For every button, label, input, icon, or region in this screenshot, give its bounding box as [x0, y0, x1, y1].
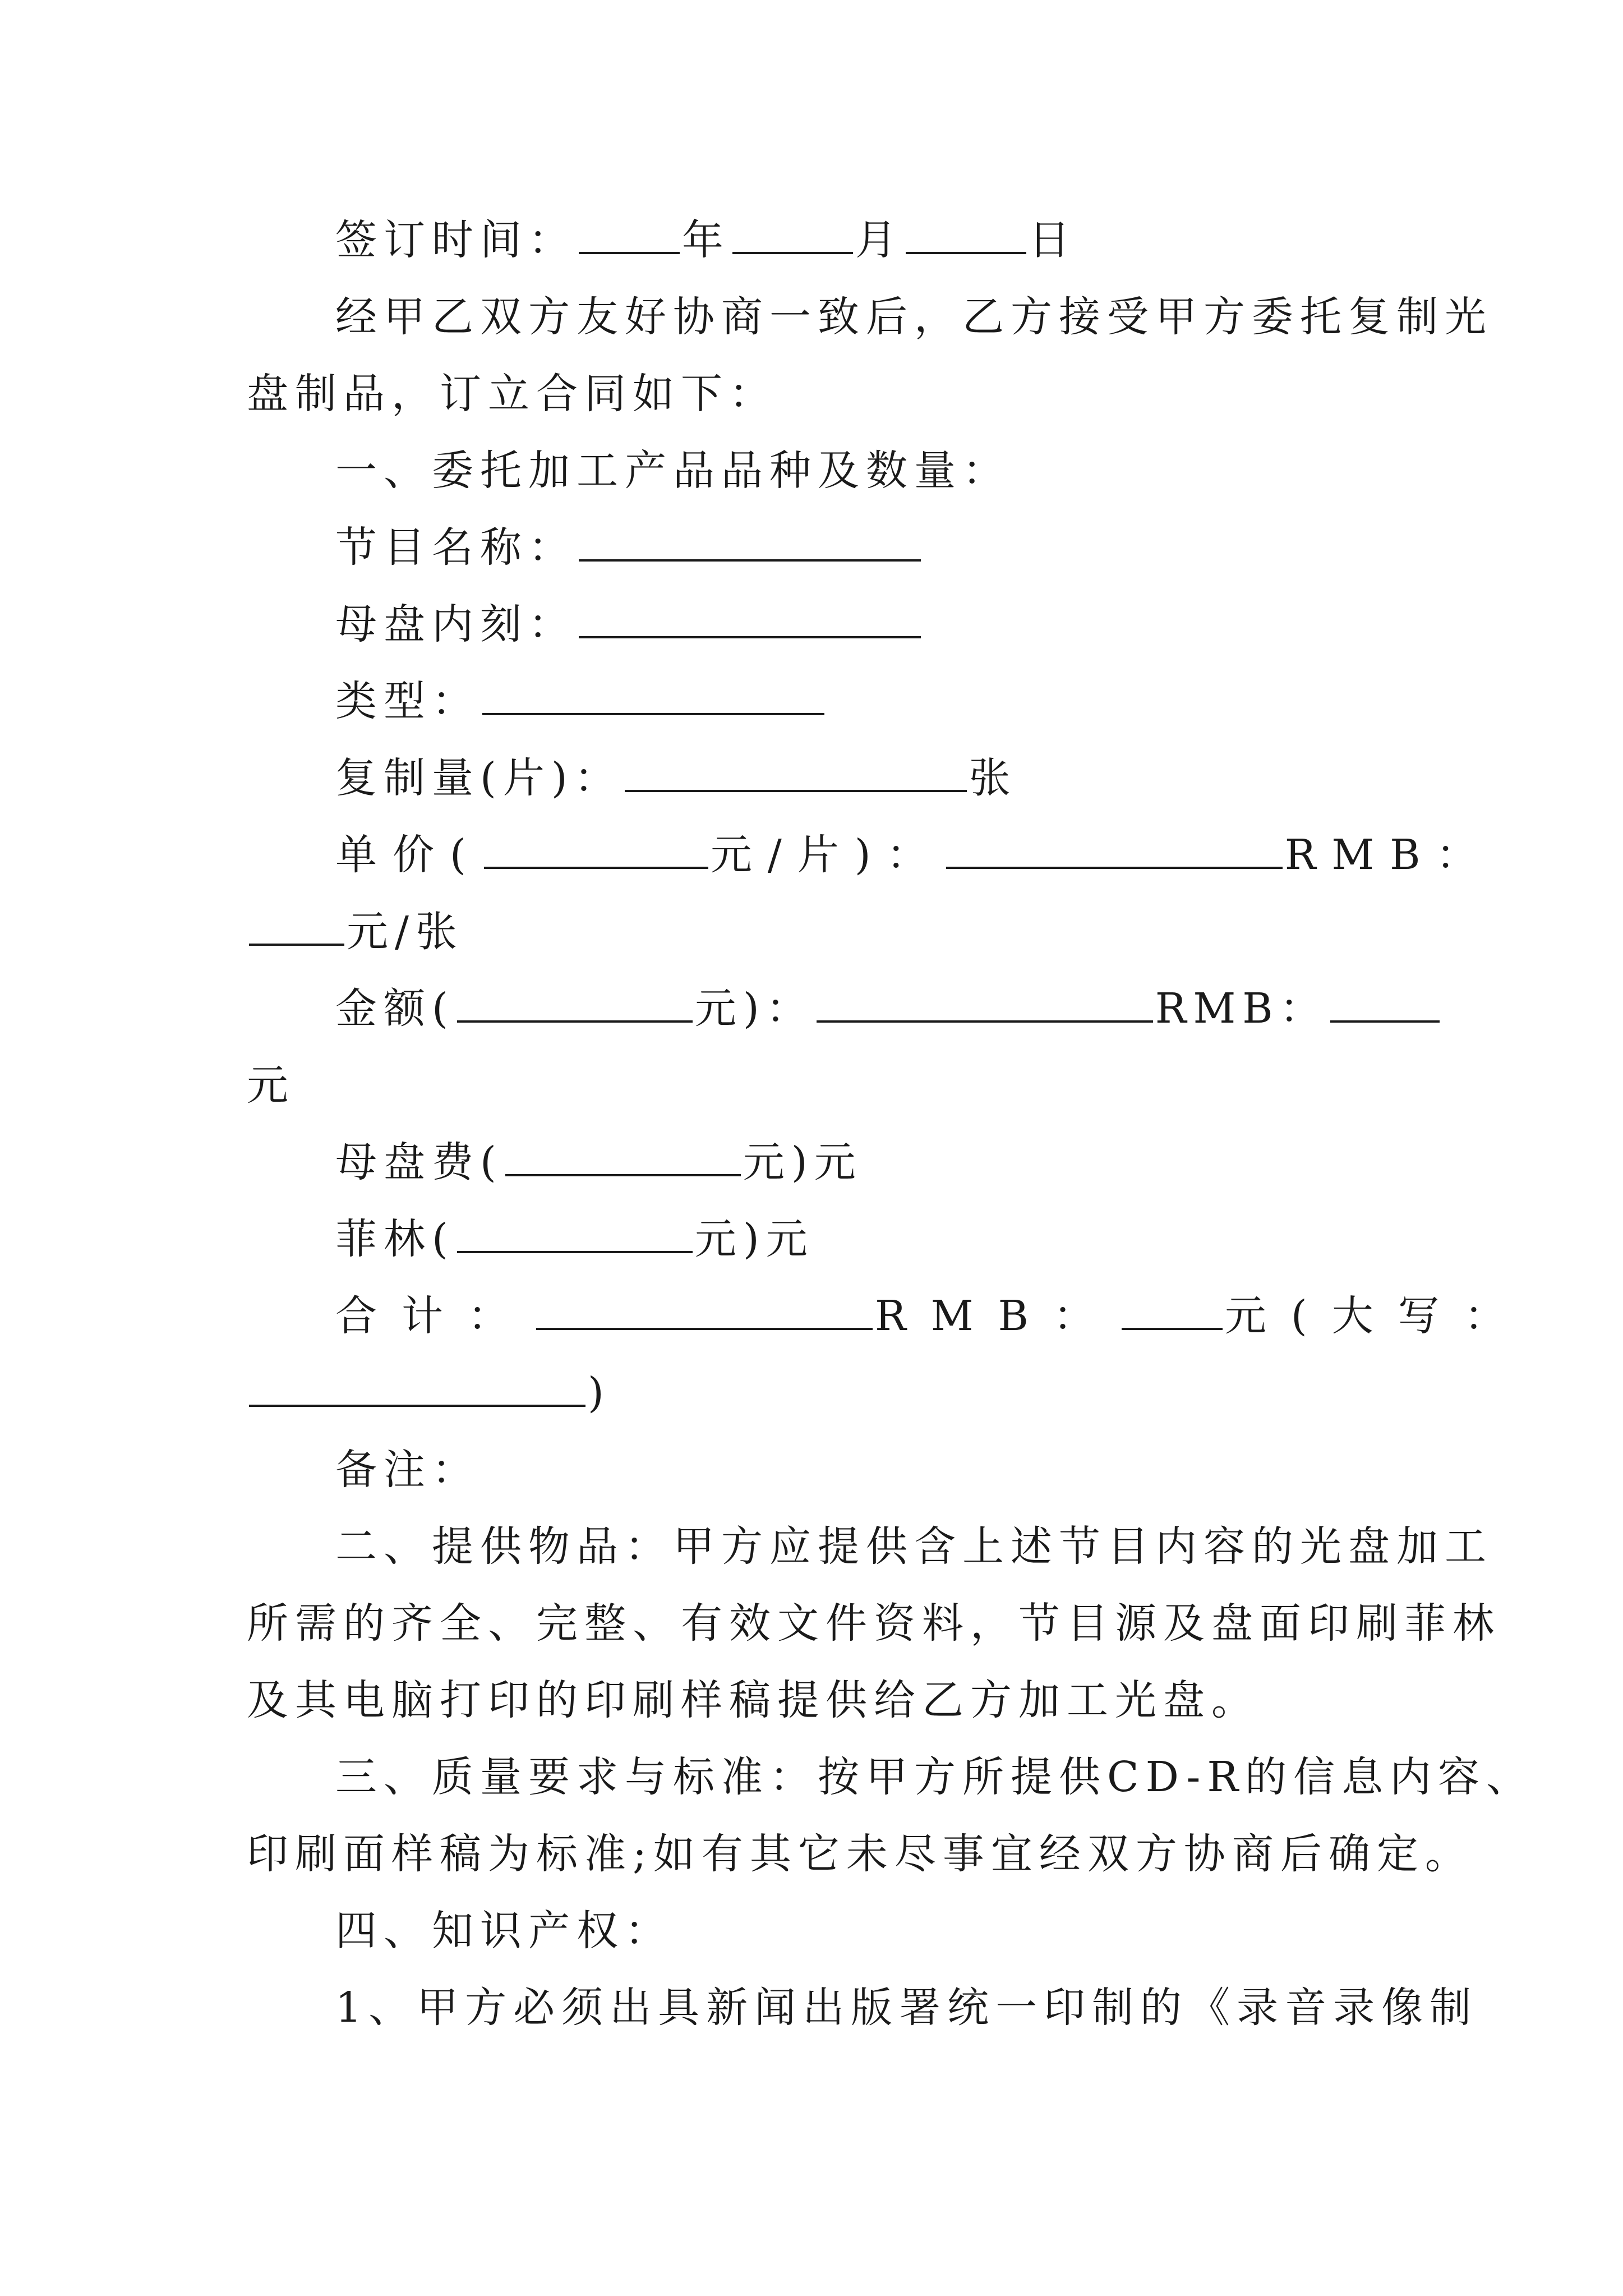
- remark-label: 备注：: [335, 1446, 480, 1494]
- film-unit: 元)元: [694, 1215, 814, 1263]
- day-blank[interactable]: [906, 213, 1026, 254]
- month-label: 月: [855, 216, 903, 264]
- day-label: 日: [1029, 216, 1077, 264]
- unit-price-rmb-blank[interactable]: [946, 827, 1283, 869]
- master-engrave-line: [247, 586, 1374, 663]
- month-blank[interactable]: [732, 213, 853, 254]
- section1-title: 一、委托加工产品品种及数量：: [335, 447, 1011, 495]
- program-name-blank[interactable]: [579, 520, 921, 562]
- film-blank[interactable]: [457, 1212, 693, 1253]
- unit-price-line-2: [247, 894, 1374, 970]
- master-fee-line: [247, 1124, 1374, 1201]
- total-rmb: RMB：: [875, 1292, 1119, 1340]
- contract-body: [247, 202, 1535, 2046]
- unit-price-rmb: RMB：: [1284, 831, 1493, 879]
- section4-item-1: 1、甲方必须出具新闻出版署统一印制的《录音录像制: [335, 1984, 1478, 2032]
- total-rmb-blank[interactable]: [1122, 1289, 1223, 1330]
- year-label: 年: [682, 216, 730, 264]
- section3-line-2: 印刷面样稿为标准;如有其它未尽事宜经双方协商后确定。: [247, 1830, 1473, 1878]
- unit-price-line: [247, 817, 1493, 894]
- total-line-2: [247, 1355, 1374, 1432]
- unit-price-per-blank[interactable]: [249, 904, 344, 946]
- section2-line-2: 所需的齐全、完整、有效文件资料，节目源及盘面印刷菲林: [247, 1599, 1501, 1648]
- total-close: ): [588, 1369, 611, 1417]
- amount-rmb-blank[interactable]: [817, 981, 1153, 1023]
- sign-date-line: [247, 202, 1374, 279]
- amount-rmb: RMB：: [1155, 984, 1328, 1033]
- intro-line-1: 经甲乙双方友好协商一致后，乙方接受甲方委托复制光: [335, 293, 1493, 341]
- amount-line: [247, 970, 1374, 1047]
- copy-qty-blank[interactable]: [625, 751, 967, 792]
- master-fee-label: 母盘费(: [335, 1138, 503, 1186]
- unit-price-blank[interactable]: [484, 827, 708, 869]
- total-unit: 元(大写：: [1224, 1292, 1530, 1340]
- type-label: 类型：: [335, 677, 480, 725]
- unit-price-suffix: 元/张: [347, 908, 464, 956]
- amount-unit: 元)：: [694, 984, 814, 1033]
- unit-price-label: 单价(: [335, 831, 482, 879]
- program-name-line: [247, 509, 1374, 586]
- unit-price-unit: 元/片)：: [710, 831, 944, 879]
- section2-line-3: 及其电脑打印的印刷样稿提供给乙方加工光盘。: [247, 1676, 1260, 1724]
- total-label: 合计：: [335, 1292, 534, 1340]
- master-engrave-blank[interactable]: [579, 597, 921, 638]
- intro-line-2: 盘制品，订立合同如下：: [247, 370, 777, 418]
- amount-label: 金额(: [335, 984, 455, 1033]
- amount-suffix: 元: [247, 1061, 295, 1110]
- film-label: 菲林(: [335, 1215, 455, 1263]
- copy-qty-line: [247, 740, 1374, 817]
- total-capital-blank[interactable]: [249, 1365, 585, 1407]
- copy-qty-unit: 张: [969, 754, 1017, 802]
- section2-line-1: 二、提供物品：甲方应提供含上述节目内容的光盘加工: [335, 1522, 1493, 1571]
- amount-blank[interactable]: [457, 981, 693, 1023]
- program-name-label: 节目名称：: [335, 523, 577, 572]
- film-line: [247, 1201, 1374, 1278]
- total-blank[interactable]: [536, 1289, 873, 1330]
- amount-rmb-value-blank[interactable]: [1330, 981, 1440, 1023]
- copy-qty-label: 复制量(片)：: [335, 754, 623, 802]
- type-blank[interactable]: [482, 674, 824, 715]
- master-fee-unit: 元)元: [743, 1138, 863, 1186]
- sign-date-label: 签订时间：: [335, 216, 577, 264]
- master-fee-blank[interactable]: [505, 1135, 741, 1176]
- year-blank[interactable]: [579, 213, 680, 254]
- section4-title: 四、知识产权：: [335, 1907, 673, 1955]
- master-engrave-label: 母盘内刻：: [335, 600, 577, 648]
- type-line: [247, 663, 1374, 740]
- section3-line-1: 三、质量要求与标准：按甲方所提供CD-R的信息内容、: [335, 1753, 1535, 1801]
- total-line: [247, 1278, 1530, 1355]
